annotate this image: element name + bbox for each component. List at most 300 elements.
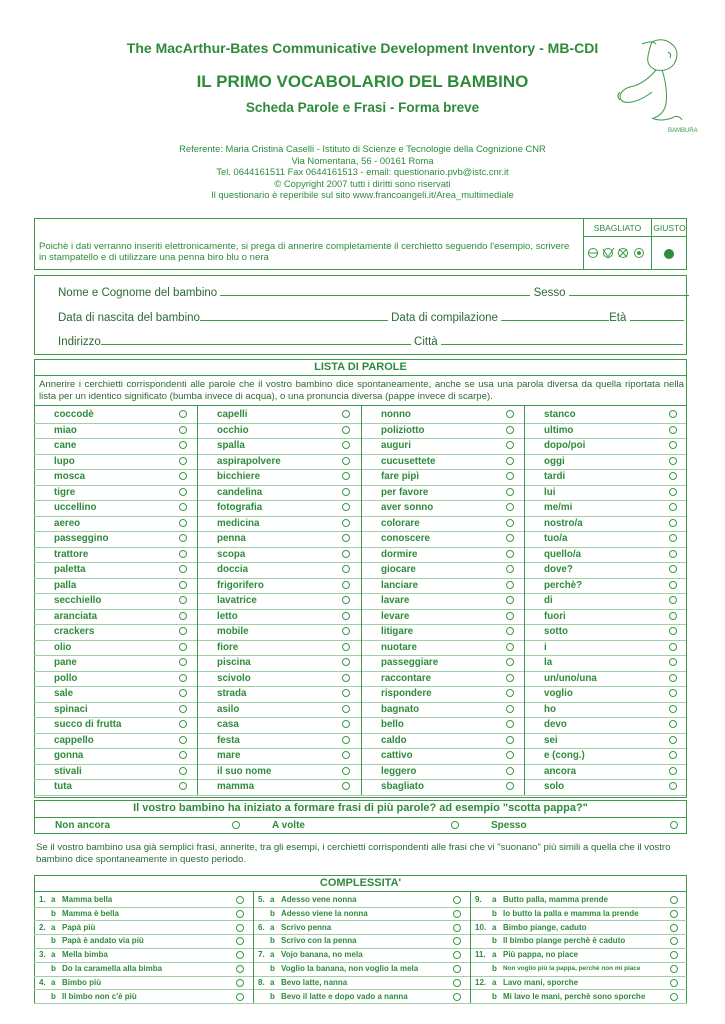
item-text: Bimbo più	[62, 977, 102, 987]
word-label: nonno	[381, 409, 411, 420]
word-label: aereo	[54, 517, 81, 529]
word-label: nuotare	[381, 641, 417, 653]
word-checkbox[interactable]	[669, 596, 677, 604]
address-label: Indirizzo	[58, 336, 101, 348]
word-label: cattivo	[381, 750, 413, 761]
age-label: Età	[609, 312, 627, 324]
word-row	[34, 733, 686, 750]
item-letter: b	[270, 908, 275, 918]
word-label: crackers	[54, 626, 95, 637]
word-checkbox[interactable]	[669, 643, 677, 651]
word-checkbox[interactable]	[179, 410, 187, 418]
complexity-checkbox[interactable]	[670, 993, 678, 1001]
ref-line: Il questionario è reperibile sul sito www.francoangeli.it/Area_multimediale	[211, 189, 514, 201]
word-label: sbagliato	[381, 781, 425, 792]
word-checkbox[interactable]	[342, 550, 350, 558]
word-checkbox[interactable]	[669, 534, 677, 542]
complexity-checkbox[interactable]	[670, 951, 678, 959]
word-label: mamma	[217, 781, 255, 792]
complexity-item	[34, 893, 253, 908]
word-checkbox[interactable]	[342, 643, 350, 651]
word-checkbox[interactable]	[179, 751, 187, 759]
word-label: lavatrice	[217, 595, 257, 606]
word-row	[34, 655, 686, 672]
instructions-box	[34, 218, 687, 270]
phrases-question: Il vostro bambino ha iniziato a formare frasi di più parole? ad esempio "scotta pappa?"	[133, 802, 588, 814]
word-checkbox[interactable]	[506, 534, 514, 542]
word-checkbox[interactable]	[669, 441, 677, 449]
complexity-checkbox[interactable]	[670, 924, 678, 932]
complexity-item	[470, 934, 687, 949]
option-a-volte-circle[interactable]	[451, 821, 459, 829]
item-text: Lavo mani, sporche	[503, 977, 579, 987]
complexity-checkbox[interactable]	[453, 965, 461, 973]
word-label: devo	[544, 719, 567, 730]
word-label: e (cong.)	[544, 750, 585, 761]
word-checkbox[interactable]	[342, 581, 350, 589]
item-number: 1.	[39, 895, 46, 904]
word-checkbox[interactable]	[179, 488, 187, 496]
column-divider	[470, 891, 471, 1003]
word-label: frigorifero	[217, 579, 264, 591]
item-text: Butto palla, mamma prende	[503, 895, 608, 904]
complexity-checkbox[interactable]	[670, 910, 678, 918]
word-label: cane	[54, 440, 77, 451]
complexity-checkbox[interactable]	[236, 993, 244, 1001]
item-number: 9.	[475, 895, 482, 904]
complexity-item	[34, 962, 253, 977]
word-label: poliziotto	[381, 424, 425, 436]
complexity-checkbox[interactable]	[453, 896, 461, 904]
word-checkbox[interactable]	[179, 767, 187, 775]
item-letter: b	[270, 964, 275, 973]
word-label: sale	[54, 688, 74, 699]
word-label: mobile	[217, 626, 249, 637]
word-label: colorare	[381, 517, 420, 529]
item-text: Io butto la palla e mamma la prende	[503, 908, 639, 918]
word-checkbox[interactable]	[669, 782, 677, 790]
item-letter: b	[270, 936, 275, 946]
word-checkbox[interactable]	[342, 596, 350, 604]
item-letter: a	[492, 977, 497, 987]
word-checkbox[interactable]	[342, 736, 350, 744]
word-checkbox[interactable]	[669, 767, 677, 775]
word-label: secchiello	[54, 595, 102, 606]
word-checkbox[interactable]	[179, 457, 187, 465]
complexity-checkbox[interactable]	[236, 924, 244, 932]
word-checkbox[interactable]	[179, 658, 187, 666]
wrong-label: SBAGLIATO	[593, 223, 642, 233]
word-label: bagnato	[381, 703, 420, 715]
word-checkbox[interactable]	[506, 426, 514, 434]
complexity-title: COMPLESSITA'	[319, 877, 402, 889]
word-checkbox[interactable]	[669, 565, 677, 573]
word-label: pollo	[54, 672, 78, 684]
word-checkbox[interactable]	[342, 519, 350, 527]
word-label: fare pipì	[381, 471, 420, 482]
word-label: fuori	[544, 610, 566, 622]
word-label: doccia	[217, 564, 249, 575]
word-label: aver sonno	[381, 502, 434, 513]
word-checkbox[interactable]	[179, 736, 187, 744]
word-label: dove?	[544, 564, 573, 575]
complexity-checkbox[interactable]	[236, 979, 244, 987]
word-checkbox[interactable]	[506, 643, 514, 651]
word-checkbox[interactable]	[669, 674, 677, 682]
word-checkbox[interactable]	[506, 457, 514, 465]
word-checkbox[interactable]	[179, 689, 187, 697]
word-checkbox[interactable]	[669, 457, 677, 465]
complexity-checkbox[interactable]	[453, 993, 461, 1001]
word-checkbox[interactable]	[506, 581, 514, 589]
word-label: passeggino	[54, 533, 109, 544]
word-checkbox[interactable]	[179, 441, 187, 449]
word-label: tuta	[54, 781, 72, 792]
complexity-checkbox[interactable]	[453, 937, 461, 945]
word-label: cucusettete	[381, 455, 436, 467]
complexity-item	[470, 907, 687, 922]
item-text: Papà più	[62, 922, 96, 932]
item-number: 3.	[39, 950, 46, 960]
complexity-checkbox[interactable]	[670, 896, 678, 904]
word-label: nostro/a	[544, 517, 583, 529]
complexity-checkbox[interactable]	[236, 965, 244, 973]
word-label: la	[544, 657, 553, 668]
word-checkbox[interactable]	[669, 488, 677, 496]
wrong-examples-icon	[587, 247, 649, 259]
word-row	[34, 531, 686, 548]
word-checkbox[interactable]	[179, 503, 187, 511]
item-letter: b	[51, 964, 56, 973]
complexity-item	[253, 962, 470, 977]
word-row	[34, 717, 686, 734]
word-checkbox[interactable]	[342, 627, 350, 635]
item-letter: a	[492, 950, 497, 960]
item-letter: a	[270, 977, 275, 987]
word-checkbox[interactable]	[506, 627, 514, 635]
item-text: Scrivo penna	[281, 922, 332, 932]
word-checkbox[interactable]	[179, 550, 187, 558]
complexity-item	[253, 934, 470, 949]
word-label: succo di frutta	[54, 719, 122, 730]
complexity-checkbox[interactable]	[236, 910, 244, 918]
word-label: paletta	[54, 564, 86, 575]
complexity-item	[253, 907, 470, 922]
complexity-item	[253, 893, 470, 908]
complexity-item	[470, 948, 687, 963]
word-checkbox[interactable]	[669, 689, 677, 697]
word-checkbox[interactable]	[342, 426, 350, 434]
word-checkbox[interactable]	[506, 519, 514, 527]
word-checkbox[interactable]	[342, 441, 350, 449]
compile-label: Data di compilazione	[391, 312, 498, 324]
word-checkbox[interactable]	[179, 720, 187, 728]
instructions-text: Poichè i dati verranno inseriti elettronicamente, si prega di annerire completamente il cerchietto seguendo l'esempio, scrivere in stampatello e di utilizzare una penna biro blu o nera	[39, 241, 570, 263]
word-label: leggero	[381, 765, 417, 777]
item-number: 8.	[258, 977, 265, 987]
word-label: gonna	[54, 750, 84, 761]
address-field[interactable]	[58, 334, 683, 348]
item-letter: b	[492, 991, 497, 1001]
birth-field[interactable]	[58, 310, 684, 324]
word-checkbox[interactable]	[506, 689, 514, 697]
word-label: tardi	[544, 471, 566, 482]
word-checkbox[interactable]	[179, 596, 187, 604]
item-letter: a	[51, 922, 56, 932]
column-divider	[524, 405, 525, 795]
word-checkbox[interactable]	[342, 751, 350, 759]
word-checkbox[interactable]	[506, 751, 514, 759]
word-row	[34, 686, 686, 703]
word-label: sei	[544, 734, 558, 746]
word-checkbox[interactable]	[342, 565, 350, 573]
word-checkbox[interactable]	[669, 612, 677, 620]
word-label: tuo/a	[544, 533, 568, 544]
word-label: miao	[54, 424, 77, 436]
word-checkbox[interactable]	[506, 658, 514, 666]
word-checkbox[interactable]	[669, 751, 677, 759]
word-checkbox[interactable]	[179, 519, 187, 527]
option-spesso: Spesso	[491, 820, 527, 831]
word-checkbox[interactable]	[669, 581, 677, 589]
complexity-checkbox[interactable]	[453, 951, 461, 959]
word-row	[34, 547, 686, 564]
option-non-ancora-circle[interactable]	[232, 821, 240, 829]
word-label: stivali	[54, 765, 82, 777]
word-row	[34, 764, 686, 781]
city-label: Città	[414, 336, 438, 348]
word-label: levare	[381, 610, 410, 622]
item-number: 11.	[475, 950, 486, 960]
word-checkbox[interactable]	[342, 612, 350, 620]
sex-label: Sesso	[533, 287, 566, 299]
word-label: caldo	[381, 734, 407, 746]
word-checkbox[interactable]	[669, 736, 677, 744]
word-checkbox[interactable]	[342, 658, 350, 666]
word-label: trattore	[54, 548, 89, 560]
word-checkbox[interactable]	[342, 720, 350, 728]
word-checkbox[interactable]	[342, 767, 350, 775]
word-checkbox[interactable]	[506, 550, 514, 558]
word-label: occhio	[217, 424, 249, 436]
item-text: Bevo il latte e dopo vado a nanna	[281, 991, 408, 1001]
word-checkbox[interactable]	[342, 457, 350, 465]
word-row	[34, 624, 686, 641]
word-label: dormire	[381, 548, 418, 560]
item-number: 12.	[475, 977, 487, 987]
word-checkbox[interactable]	[669, 519, 677, 527]
word-checkbox[interactable]	[179, 782, 187, 790]
word-checkbox[interactable]	[342, 488, 350, 496]
word-label: fiore	[217, 641, 239, 653]
word-label: asilo	[217, 703, 240, 715]
complexity-item	[470, 976, 687, 991]
item-number: 10.	[475, 922, 487, 932]
item-text: Mamma bella	[62, 895, 113, 904]
complexity-item	[34, 907, 253, 922]
word-checkbox[interactable]	[342, 674, 350, 682]
word-checkbox[interactable]	[506, 488, 514, 496]
word-checkbox[interactable]	[179, 674, 187, 682]
item-number: 5.	[258, 895, 265, 904]
word-checkbox[interactable]	[179, 534, 187, 542]
item-letter: b	[270, 991, 275, 1001]
word-label: il suo nome	[217, 765, 272, 777]
item-letter: a	[270, 895, 275, 904]
word-checkbox[interactable]	[669, 472, 677, 480]
word-row	[34, 516, 686, 533]
item-letter: b	[492, 936, 497, 946]
complexity-checkbox[interactable]	[453, 924, 461, 932]
word-label: oggi	[544, 455, 565, 467]
word-label: bello	[381, 719, 404, 730]
word-label: litigare	[381, 626, 414, 637]
complexity-item	[253, 921, 470, 936]
complexity-checkbox[interactable]	[670, 979, 678, 987]
item-text: Il bimbo piange perchè è caduto	[503, 936, 626, 946]
word-checkbox[interactable]	[342, 503, 350, 511]
word-label: strada	[217, 688, 247, 699]
word-checkbox[interactable]	[179, 705, 187, 713]
word-row	[34, 500, 686, 517]
mascot-drawing	[612, 34, 698, 134]
word-label: candelina	[217, 486, 263, 498]
word-list-title: LISTA DI PAROLE	[314, 361, 407, 373]
word-checkbox[interactable]	[669, 503, 677, 511]
word-row	[34, 578, 686, 595]
word-row	[34, 671, 686, 688]
complexity-item	[253, 948, 470, 963]
word-checkbox[interactable]	[506, 612, 514, 620]
word-checkbox[interactable]	[669, 410, 677, 418]
word-checkbox[interactable]	[506, 674, 514, 682]
item-text: Bimbo piange, caduto	[503, 922, 587, 932]
word-label: spinaci	[54, 703, 88, 715]
item-letter: b	[51, 936, 56, 946]
word-label: pane	[54, 657, 77, 668]
item-text: Adesso viene la nonna	[281, 908, 368, 918]
word-label: lui	[544, 486, 556, 498]
word-checkbox[interactable]	[179, 581, 187, 589]
complexity-checkbox[interactable]	[670, 937, 678, 945]
item-number: 4.	[39, 977, 46, 987]
item-letter: b	[51, 991, 56, 1001]
word-label: coccodè	[54, 409, 94, 420]
word-checkbox[interactable]	[506, 720, 514, 728]
item-number: 7.	[258, 950, 265, 960]
word-label: letto	[217, 610, 238, 622]
word-checkbox[interactable]	[179, 643, 187, 651]
word-checkbox[interactable]	[179, 472, 187, 480]
word-checkbox[interactable]	[669, 705, 677, 713]
word-label: scivolo	[217, 672, 251, 684]
word-checkbox[interactable]	[669, 658, 677, 666]
word-checkbox[interactable]	[506, 767, 514, 775]
word-label: casa	[217, 719, 239, 730]
word-checkbox[interactable]	[506, 596, 514, 604]
word-checkbox[interactable]	[179, 426, 187, 434]
word-label: ho	[544, 703, 556, 715]
word-checkbox[interactable]	[669, 426, 677, 434]
word-checkbox[interactable]	[669, 720, 677, 728]
complexity-checkbox[interactable]	[236, 896, 244, 904]
word-checkbox[interactable]	[342, 705, 350, 713]
item-letter: a	[51, 950, 56, 960]
word-checkbox[interactable]	[506, 565, 514, 573]
complexity-checkbox[interactable]	[670, 965, 678, 973]
word-label: aranciata	[54, 610, 98, 622]
word-label: solo	[544, 781, 565, 792]
word-label: medicina	[217, 517, 260, 529]
word-label: raccontare	[381, 672, 432, 684]
word-checkbox[interactable]	[342, 782, 350, 790]
item-text: Vojo banana, no mela	[281, 950, 363, 960]
complexity-item	[34, 921, 253, 936]
item-text: Mamma è bella	[62, 908, 119, 918]
item-text: Bevo latte, nanna	[281, 977, 348, 987]
word-checkbox[interactable]	[506, 472, 514, 480]
option-spesso-circle[interactable]	[670, 821, 678, 829]
complexity-checkbox[interactable]	[453, 910, 461, 918]
word-label: fotografia	[217, 502, 263, 513]
word-label: ultimo	[544, 424, 574, 436]
item-number: 2.	[39, 922, 46, 932]
item-letter: a	[270, 950, 275, 960]
name-field[interactable]	[58, 285, 689, 299]
word-checkbox[interactable]	[506, 503, 514, 511]
word-label: spalla	[217, 440, 245, 451]
word-checkbox[interactable]	[669, 550, 677, 558]
word-checkbox[interactable]	[506, 410, 514, 418]
word-checkbox[interactable]	[506, 705, 514, 713]
word-row	[34, 640, 686, 657]
right-example-icon	[664, 249, 674, 259]
word-checkbox[interactable]	[342, 410, 350, 418]
word-label: dopo/poi	[544, 440, 586, 451]
item-letter: a	[270, 922, 275, 932]
word-checkbox[interactable]	[342, 534, 350, 542]
option-non-ancora: Non ancora	[55, 820, 111, 831]
word-label: ancora	[544, 765, 577, 777]
word-checkbox[interactable]	[179, 565, 187, 573]
word-row	[34, 779, 686, 796]
complexity-checkbox[interactable]	[236, 937, 244, 945]
complexity-checkbox[interactable]	[236, 951, 244, 959]
word-label: uccellino	[54, 502, 97, 513]
item-letter: a	[492, 922, 497, 932]
item-text: Scrivo con la penna	[281, 936, 357, 946]
word-label: conoscere	[381, 533, 431, 544]
word-row	[34, 423, 686, 440]
complexity-checkbox[interactable]	[453, 979, 461, 987]
item-text: Adesso vene nonna	[281, 895, 357, 904]
word-checkbox[interactable]	[179, 612, 187, 620]
word-checkbox[interactable]	[669, 627, 677, 635]
word-checkbox[interactable]	[342, 689, 350, 697]
word-label: un/uno/una	[544, 672, 597, 684]
item-letter: b	[492, 964, 497, 973]
ref-line: Via Nomentana, 56 - 00161 Roma	[291, 154, 434, 166]
complexity-item	[470, 990, 687, 1005]
item-text: Non voglio più la pappa, perchè non mi piace	[503, 965, 641, 972]
word-checkbox[interactable]	[506, 441, 514, 449]
option-a-volte: A volte	[272, 820, 305, 831]
item-letter: a	[51, 977, 56, 987]
word-checkbox[interactable]	[506, 736, 514, 744]
word-checkbox[interactable]	[506, 782, 514, 790]
word-checkbox[interactable]	[179, 627, 187, 635]
word-checkbox[interactable]	[342, 472, 350, 480]
